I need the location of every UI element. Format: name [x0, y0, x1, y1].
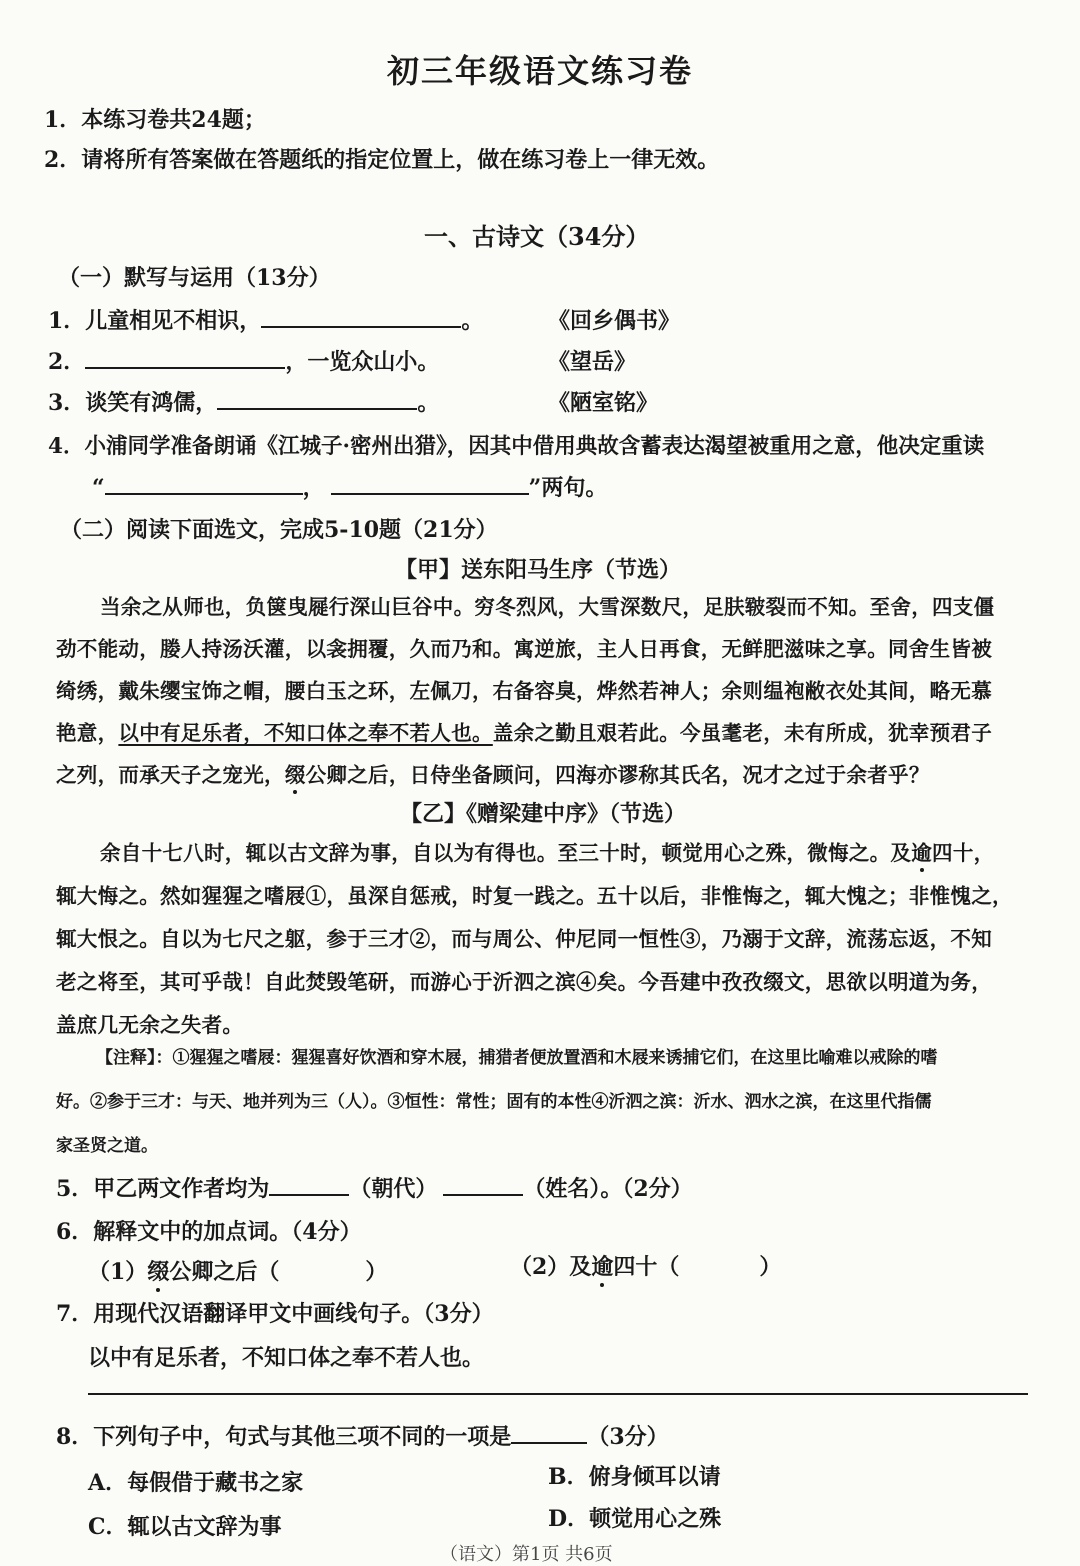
- page-footer: （语文）第1页 共6页: [440, 1544, 613, 1565]
- option-c: C．辄以古文辞为事: [88, 1514, 282, 1540]
- footnote-line: 好。②参于三才：与天、地并列为三（人）。③恒性：常性；固有的本性④沂泗之滨：沂水、泗水之滨，在这里代指儒: [56, 1092, 932, 1112]
- question-1: 1．儿童相见不相识， 。: [48, 308, 484, 334]
- passage-yi-title: 【乙】《赠梁建中序》（节选）: [400, 801, 687, 827]
- option-b: B．俯身倾耳以请: [548, 1464, 721, 1490]
- footnotes: [56, 1036, 938, 1168]
- option-a: A．每假借于藏书之家: [88, 1470, 304, 1496]
- dotted-word: 缀: [284, 763, 306, 787]
- question-6: 6．解释文中的加点词。（4分）: [56, 1219, 362, 1245]
- answer-blank[interactable]: [217, 388, 417, 410]
- source-3: 《陋室铭》: [548, 390, 659, 416]
- question-3: 3．谈笑有鸿儒， 。: [48, 390, 440, 416]
- dotted-word: 缀: [147, 1259, 170, 1285]
- page-title: 初三年级语文练习卷: [386, 52, 693, 90]
- option-d: D．顿觉用心之殊: [548, 1506, 722, 1532]
- footnote-line: 家圣贤之道。: [56, 1136, 158, 1156]
- answer-blank[interactable]: [105, 473, 303, 495]
- passage-line: 盖庶几无余之失者。: [56, 1013, 244, 1037]
- passage-line: 辄大恨之。自以为七尺之躯，参于三才②，而与周公、仲尼同一恒性③，乃溺于文辞，流荡忘返，不知: [56, 927, 992, 951]
- answer-line[interactable]: [88, 1393, 1028, 1395]
- answer-blank[interactable]: [85, 347, 285, 369]
- question-2: 2． ，一览众山小。: [48, 349, 440, 375]
- passage-jia-title: 【甲】送东阳马生序（节选）: [395, 557, 682, 583]
- passage-line: 辄大悔之。然如猩猩之嗜屐①，虽深自惩戒，时复一践之。五十以后，非惟悔之，辄大愧之；非惟愧之，: [56, 884, 1013, 908]
- question-7-sentence: 以中有足乐者，不知口体之奉不若人也。: [88, 1345, 485, 1371]
- answer-blank[interactable]: [269, 1174, 349, 1196]
- question-8: 8．下列句子中，句式与其他三项不同的一项是 （3分）: [56, 1424, 669, 1450]
- answer-blank[interactable]: [511, 1422, 587, 1444]
- question-4-blanks: “ ， ”两句。: [92, 475, 608, 501]
- answer-blank[interactable]: [261, 306, 461, 328]
- question-7: 7．用现代汉语翻译甲文中画线句子。（3分）: [56, 1301, 494, 1327]
- passage-line: 之列，而承天子之宠光，缀公卿之后，日侍坐备顾问，四海亦谬称其氏名，况才之过于余者乎？: [56, 763, 930, 787]
- question-6-item-1: （1）缀公卿之后（ ）: [88, 1259, 388, 1285]
- dotted-word: 逾: [591, 1254, 614, 1280]
- instruction-2: 2．请将所有答案做在答题纸的指定位置上，做在练习卷上一律无效。: [44, 147, 720, 173]
- source-1: 《回乡偶书》: [548, 308, 681, 334]
- passage-line: 劲不能动，媵人持汤沃灌，以衾拥覆，久而乃和。寓逆旅，主人日再食，无鲜肥滋味之享。同舍生皆被: [56, 637, 992, 661]
- passage-line: 艳意，以中有足乐者，不知口体之奉不若人也。盖余之勤且艰若此。今虽耄老，未有所成，犹幸预君子: [56, 721, 993, 745]
- question-5: 5．甲乙两文作者均为 （朝代） （姓名）。（2分）: [56, 1176, 693, 1202]
- dotted-word: 逾: [911, 841, 933, 865]
- part2-heading: （二）阅读下面选文，完成5-10题（21分）: [60, 517, 498, 543]
- source-2: 《望岳》: [548, 349, 637, 375]
- part1-heading: （一）默写与运用（13分）: [58, 265, 331, 291]
- passage-line: 绮绣，戴朱缨宝饰之帽，腰白玉之环，左佩刀，右备容臭，烨然若神人；余则缊袍敝衣处其间，略无慕: [56, 679, 992, 703]
- instruction-1: 1．本练习卷共24题；: [44, 107, 266, 133]
- underlined-sentence: 以中有足乐者，不知口体之奉不若人也。: [118, 721, 493, 745]
- question-6-item-2: （2）及逾四十（ ）: [510, 1254, 782, 1280]
- answer-blank[interactable]: [331, 473, 529, 495]
- answer-blank[interactable]: [443, 1174, 523, 1196]
- passage-line: 当余之从师也，负箧曳屣行深山巨谷中。穷冬烈风，大雪深数尺，足肤皲裂而不知。至舍，四支僵: [100, 595, 995, 619]
- passage-line: 老之将至，其可乎哉！自此焚毁笔研，而游心于沂泗之滨④矣。今吾建中孜孜缀文，思欲以明道为务，: [56, 970, 992, 994]
- section-heading: 一、古诗文（34分）: [424, 222, 650, 251]
- question-4: 4．小浦同学准备朗诵《江城子·密州出猎》，因其中借用典故含蓄表达渴望被重用之意，他决定重读: [48, 434, 985, 459]
- passage-line: 余自十七八时，辄以古文辞为事，自以为有得也。至三十时，顿觉用心之殊，微悔之。及逾四十，: [100, 841, 995, 865]
- passage-yi: [56, 832, 1013, 1047]
- passage-jia: [56, 586, 994, 796]
- footnote-line: 【注释】：①猩猩之嗜屐：猩猩喜好饮酒和穿木屐，捕猎者便放置酒和木屐来诱捕它们，在这里比喻难以戒除的嗜: [96, 1048, 938, 1068]
